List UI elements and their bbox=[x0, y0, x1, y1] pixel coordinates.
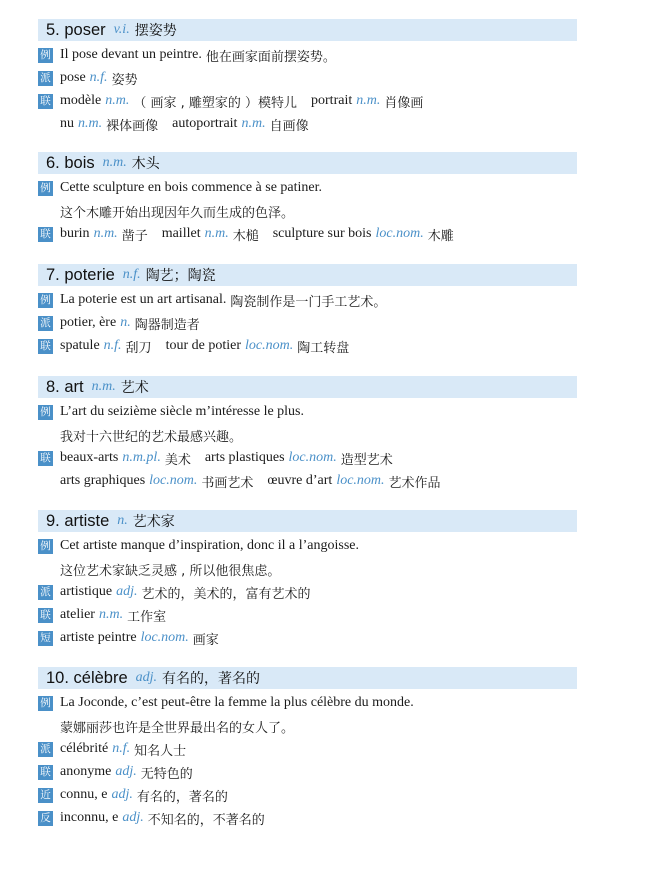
headword-translation: 摆姿势 bbox=[134, 23, 177, 39]
related-word: portrait bbox=[311, 93, 353, 108]
related-translation: 美术 bbox=[164, 452, 191, 468]
related-pos: loc.nom. bbox=[375, 226, 424, 241]
derivative-pos: n.f. bbox=[112, 741, 131, 756]
related-pos: n.m. bbox=[204, 226, 229, 241]
example-french: Il pose devant un peintre. bbox=[60, 47, 202, 62]
headword-translation: 艺术 bbox=[120, 380, 149, 396]
example-row bbox=[38, 45, 336, 65]
derivative-row bbox=[38, 582, 311, 602]
related-badge: 联 bbox=[38, 339, 53, 354]
example-row bbox=[38, 290, 386, 310]
example-row-continued bbox=[60, 201, 294, 221]
related-translation: 造型艺术 bbox=[340, 452, 393, 468]
related-word: arts graphiques bbox=[60, 473, 146, 488]
derivative-word: artistique bbox=[60, 584, 113, 599]
example-row bbox=[38, 178, 322, 198]
related-word: atelier bbox=[60, 607, 95, 622]
phrase-badge: 短 bbox=[38, 631, 53, 646]
related-row-continued bbox=[60, 114, 309, 134]
related-translation: 木雕 bbox=[427, 228, 454, 244]
related-word: autoportrait bbox=[172, 116, 238, 131]
derivative-word: potier, ère bbox=[60, 315, 117, 330]
headword-translation: 木头 bbox=[131, 156, 160, 172]
example-french: La Joconde, c’est peut-être la femme la plus célèbre du monde. bbox=[60, 695, 414, 710]
example-badge: 例 bbox=[38, 696, 53, 711]
headword: 8. art bbox=[46, 377, 84, 396]
related-badge: 联 bbox=[38, 227, 53, 242]
related-pos: n.m. bbox=[105, 93, 130, 108]
example-row bbox=[38, 536, 359, 556]
related-translation: 凿子 bbox=[121, 228, 148, 244]
part-of-speech: v.i. bbox=[113, 22, 130, 37]
entry-header bbox=[38, 510, 577, 532]
derivative-row bbox=[38, 739, 186, 759]
derivative-word: pose bbox=[60, 70, 86, 85]
example-row-continued bbox=[60, 716, 294, 736]
related-row bbox=[38, 762, 193, 782]
example-french: Cette sculpture en bois commence à se patiner. bbox=[60, 180, 323, 195]
related-pos: n.f. bbox=[103, 338, 122, 353]
antonym-translation: 不知名的，不著名的 bbox=[147, 812, 265, 828]
entry-header bbox=[38, 667, 577, 689]
related-pos: loc.nom. bbox=[244, 338, 294, 353]
related-word: nu bbox=[60, 116, 74, 131]
headword: 5. poser bbox=[46, 20, 106, 39]
related-row bbox=[38, 91, 423, 111]
entry-header bbox=[38, 152, 577, 174]
synonym-pos: adj. bbox=[111, 787, 133, 802]
derivative-translation: 陶器制造者 bbox=[134, 317, 200, 333]
related-pos: n.m.pl. bbox=[122, 450, 161, 465]
related-badge: 联 bbox=[38, 94, 53, 109]
example-row bbox=[38, 402, 304, 422]
related-row bbox=[38, 224, 454, 244]
related-translation: 艺术作品 bbox=[388, 475, 441, 491]
related-pos: n.m. bbox=[78, 116, 103, 131]
antonym-badge: 反 bbox=[38, 811, 53, 826]
entry-header bbox=[38, 376, 577, 398]
related-row-continued bbox=[60, 471, 441, 491]
example-chinese: 他在画家面前摆姿势。 bbox=[205, 49, 336, 65]
derivative-translation: 艺术的，美术的，富有艺术的 bbox=[141, 586, 311, 602]
related-pos: n.m. bbox=[241, 116, 266, 131]
related-translation: 自画像 bbox=[269, 118, 309, 134]
synonym-row bbox=[38, 785, 228, 805]
example-chinese: 这位艺术家缺乏灵感 , 所以他很焦虑。 bbox=[60, 563, 281, 579]
example-french: La poterie est un art artisanal. bbox=[60, 292, 227, 307]
part-of-speech: n.m. bbox=[91, 379, 116, 394]
related-translation: 刮刀 bbox=[125, 340, 152, 356]
example-badge: 例 bbox=[38, 181, 53, 196]
derivative-translation: 姿势 bbox=[111, 72, 138, 88]
headword-translation: 陶艺；陶瓷 bbox=[145, 268, 216, 284]
related-translation: 肖像画 bbox=[384, 95, 424, 111]
example-row-continued bbox=[60, 559, 280, 579]
related-word: tour de potier bbox=[165, 338, 241, 353]
related-translation: 书画艺术 bbox=[201, 475, 254, 491]
related-translation: 陶工转盘 bbox=[297, 340, 350, 356]
phrase-translation: 画家 bbox=[192, 632, 219, 648]
part-of-speech: n.m. bbox=[102, 155, 127, 170]
example-badge: 例 bbox=[38, 293, 53, 308]
derivative-pos: n.f. bbox=[89, 70, 108, 85]
related-pos: loc.nom. bbox=[149, 473, 198, 488]
part-of-speech: adj. bbox=[135, 670, 158, 685]
headword: 10. célèbre bbox=[46, 668, 128, 687]
related-word: maillet bbox=[161, 226, 201, 241]
related-word: burin bbox=[60, 226, 90, 241]
headword-translation: 艺术家 bbox=[132, 514, 175, 530]
example-badge: 例 bbox=[38, 539, 53, 554]
related-pos: loc.nom. bbox=[336, 473, 385, 488]
related-word: spatule bbox=[60, 338, 100, 353]
related-badge: 联 bbox=[38, 765, 53, 780]
part-of-speech: n.f. bbox=[122, 267, 141, 282]
related-word: arts plastiques bbox=[204, 450, 285, 465]
synonym-badge: 近 bbox=[38, 788, 53, 803]
example-badge: 例 bbox=[38, 48, 53, 63]
related-badge: 联 bbox=[38, 451, 53, 466]
phrase-row bbox=[38, 628, 219, 648]
related-word: anonyme bbox=[60, 764, 112, 779]
related-word: œuvre d’art bbox=[267, 473, 333, 488]
antonym-word: inconnu, e bbox=[60, 810, 119, 825]
related-pos: loc.nom. bbox=[288, 450, 337, 465]
related-row bbox=[38, 336, 349, 356]
entry-header bbox=[38, 19, 577, 41]
related-pos: n.m. bbox=[356, 93, 381, 108]
phrase-pos: loc.nom. bbox=[140, 630, 189, 645]
related-row bbox=[38, 448, 393, 468]
example-row bbox=[38, 693, 414, 713]
part-of-speech: n. bbox=[117, 513, 128, 528]
related-pos: n.m. bbox=[98, 607, 124, 622]
example-french: Cet artiste manque d’inspiration, donc il a l’angoisse. bbox=[60, 538, 359, 553]
related-word: beaux-arts bbox=[60, 450, 119, 465]
example-badge: 例 bbox=[38, 405, 53, 420]
phrase-word: artiste peintre bbox=[60, 630, 137, 645]
headword: 6. bois bbox=[46, 153, 95, 172]
example-chinese: 蒙娜丽莎也许是全世界最出名的女人了。 bbox=[60, 720, 295, 736]
related-badge: 联 bbox=[38, 608, 53, 623]
derivative-badge: 派 bbox=[38, 742, 53, 757]
entry-header bbox=[38, 264, 577, 286]
headword: 9. artiste bbox=[46, 511, 110, 530]
example-french: L’art du seizième siècle m’intéresse le plus. bbox=[60, 404, 305, 419]
headword-translation: 有名的，著名的 bbox=[162, 671, 261, 687]
example-chinese: 我对十六世纪的艺术最感兴趣。 bbox=[60, 429, 243, 445]
example-row-continued bbox=[60, 425, 242, 445]
related-pos: adj. bbox=[115, 764, 137, 779]
derivative-badge: 派 bbox=[38, 585, 53, 600]
related-translation: 无特色的 bbox=[140, 766, 193, 782]
related-translation: （ 画家 , 雕塑家的 ）模特儿 bbox=[133, 95, 298, 111]
related-translation: 木槌 bbox=[232, 228, 259, 244]
related-translation: 工作室 bbox=[127, 609, 167, 625]
related-translation: 裸体画像 bbox=[106, 118, 159, 134]
derivative-translation: 知名人士 bbox=[134, 743, 187, 759]
synonym-word: connu, e bbox=[60, 787, 108, 802]
headword: 7. poterie bbox=[46, 265, 115, 284]
derivative-word: célébrité bbox=[60, 741, 109, 756]
related-word: sculpture sur bois bbox=[272, 226, 372, 241]
derivative-pos: adj. bbox=[116, 584, 138, 599]
derivative-pos: n. bbox=[120, 315, 131, 330]
derivative-badge: 派 bbox=[38, 71, 53, 86]
derivative-row bbox=[38, 313, 200, 333]
related-word: modèle bbox=[60, 93, 102, 108]
derivative-row bbox=[38, 68, 138, 88]
related-pos: n.m. bbox=[93, 226, 118, 241]
derivative-badge: 派 bbox=[38, 316, 53, 331]
example-chinese: 陶瓷制作是一门手工艺术。 bbox=[230, 294, 387, 310]
antonym-row bbox=[38, 808, 265, 828]
antonym-pos: adj. bbox=[122, 810, 144, 825]
related-row bbox=[38, 605, 166, 625]
synonym-translation: 有名的，著名的 bbox=[136, 789, 228, 805]
example-chinese: 这个木雕开始出现因年久而生成的色泽。 bbox=[60, 205, 295, 221]
